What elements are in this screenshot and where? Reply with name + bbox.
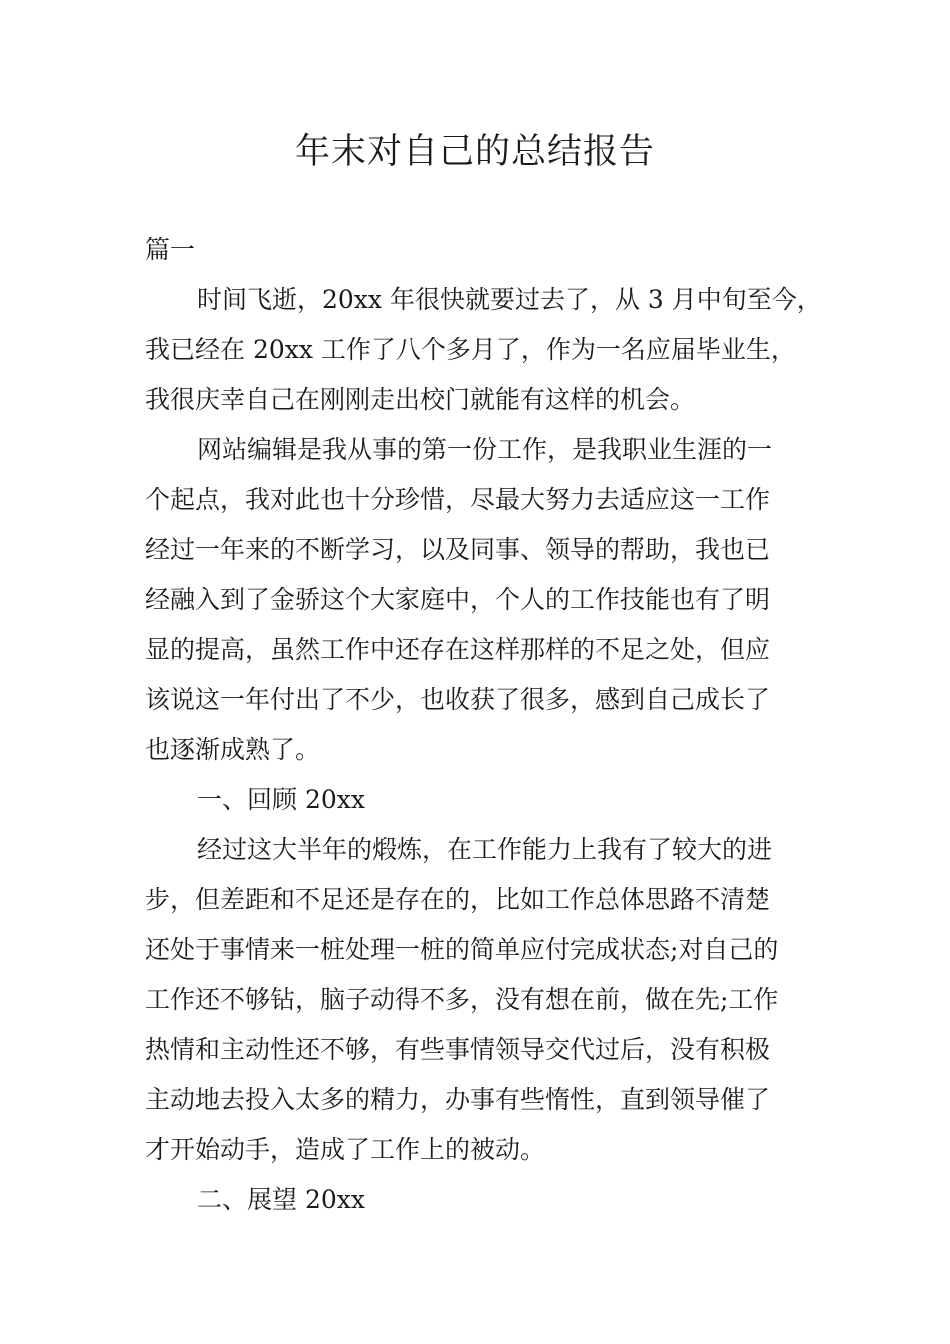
section-label: 篇一 xyxy=(145,235,196,264)
paragraph-line: 我已经在 20xx 工作了八个多月了，作为一名应届毕业生， xyxy=(145,335,796,364)
paragraph-line: 热情和主动性还不够，有些事情领导交代过后，没有积极 xyxy=(145,1035,771,1064)
paragraph-line: 经过这大半年的煅炼，在工作能力上我有了较大的进 xyxy=(197,835,773,864)
section-heading: 二、展望 20xx xyxy=(197,1185,365,1214)
paragraph-line: 主动地去投入太多的精力，办事有些惰性，直到领导催了 xyxy=(145,1085,771,1114)
paragraph-line: 网站编辑是我从事的第一份工作，是我职业生涯的一 xyxy=(197,435,773,464)
paragraph-line: 我很庆幸自己在刚刚走出校门就能有这样的机会。 xyxy=(145,385,696,414)
paragraph-line: 经过一年来的不断学习，以及同事、领导的帮助，我也已 xyxy=(145,535,771,564)
paragraph-line: 工作还不够钻，脑子动得不多，没有想在前，做在先;工作 xyxy=(145,985,779,1014)
paragraph-line: 才开始动手，造成了工作上的被动。 xyxy=(145,1135,546,1164)
paragraph-line: 该说这一年付出了不少，也收获了很多，感到自己成长了 xyxy=(145,685,771,714)
section-heading: 一、回顾 20xx xyxy=(197,785,365,814)
paragraph-line: 步，但差距和不足还是存在的，比如工作总体思路不清楚 xyxy=(145,885,771,914)
paragraph-line: 个起点，我对此也十分珍惜，尽最大努力去适应这一工作 xyxy=(145,485,771,514)
paragraph-line: 时间飞逝，20xx 年很快就要过去了，从 3 月中旬至今， xyxy=(197,285,822,314)
paragraph-line: 经融入到了金骄这个大家庭中，个人的工作技能也有了明 xyxy=(145,585,771,614)
document-title: 年末对自己的总结报告 xyxy=(294,132,655,172)
paragraph-line: 也逐渐成熟了。 xyxy=(145,735,321,764)
paragraph-line: 还处于事情来一桩处理一桩的简单应付完成状态;对自己的 xyxy=(145,935,779,964)
paragraph-line: 显的提高，虽然工作中还存在这样那样的不足之处，但应 xyxy=(145,635,771,664)
